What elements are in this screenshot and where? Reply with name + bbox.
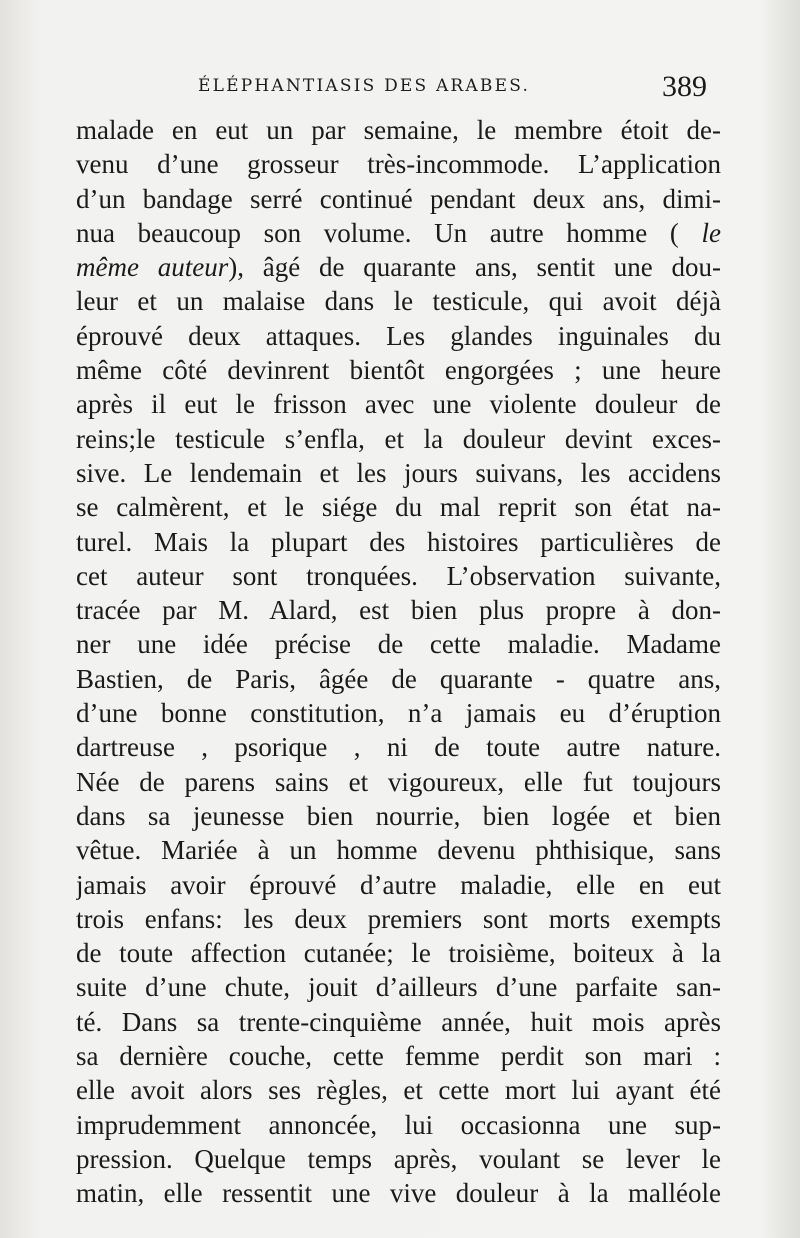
text-line: Bastien, de Paris, âgée de quarante - quatre ans, (76, 663, 721, 694)
text-line: té. Dans sa trente-cinquième année, huit mois après (76, 1006, 721, 1037)
page-header (0, 70, 800, 104)
text-line: dans sa jeunesse bien nourrie, bien logée et bien (76, 800, 721, 831)
text-line: vêtue. Mariée à un homme devenu phthisique, sans (76, 835, 721, 866)
running-title: ÉLÉPHANTIASIS DES ARABES. (198, 76, 531, 96)
text-line: Née de parens sains et vigoureux, elle fut toujours (76, 766, 721, 797)
text-line: sive. Le lendemain et les jours suivans, les accidens (76, 457, 721, 488)
body-text (76, 113, 721, 1211)
text-line: ner une idée précise de cette maladie. Madame (76, 629, 721, 660)
text-line: après il eut le frisson avec une violente douleur de (76, 389, 721, 420)
text-line: d’un bandage serré continué pendant deux ans, dimi- (76, 183, 721, 214)
italic-segment: le (701, 217, 721, 248)
text-line: dartreuse , psorique , ni de toute autre nature. (76, 732, 721, 763)
text-line: éprouvé deux attaques. Les glandes inguinales du (76, 320, 721, 351)
text-line: matin, elle ressentit une vive douleur à la malléole (76, 1178, 721, 1209)
text-line: même côté devinrent bientôt engorgées ; une heure (76, 355, 721, 386)
text-line: nua beaucoup son volume. Un autre homme ( le (76, 217, 721, 248)
text-line: cet auteur sont tronquées. L’observation suivante, (76, 560, 721, 591)
text-line: reins;le testicule s’enfla, et la douleur devint exces- (76, 423, 721, 454)
text-line: venu d’une grosseur très-incommode. L’application (76, 149, 721, 180)
text-line: se calmèrent, et le siége du mal reprit son état na- (76, 492, 721, 523)
text-line: leur et un malaise dans le testicule, qui avoit déjà (76, 286, 721, 317)
text-line: tracée par M. Alard, est bien plus propre à don- (76, 595, 721, 626)
text-line: elle avoit alors ses règles, et cette mort lui ayant été (76, 1075, 721, 1106)
text-line: turel. Mais la plupart des histoires particulières de (76, 526, 721, 557)
italic-segment: même auteur (76, 252, 229, 283)
text-line: de toute affection cutanée; le troisième, boiteux à la (76, 938, 721, 969)
page-number: 389 (662, 70, 707, 103)
text-line: sa dernière couche, cette femme perdit son mari : (76, 1041, 721, 1072)
text-line: pression. Quelque temps après, voulant se lever le (76, 1143, 721, 1174)
text-line: trois enfans: les deux premiers sont morts exempts (76, 903, 721, 934)
text-line: d’une bonne constitution, n’a jamais eu d’éruption (76, 698, 721, 729)
text-line: même auteur), âgé de quarante ans, sentit une dou- (76, 252, 721, 283)
text-line: jamais avoir éprouvé d’autre maladie, elle en eut (76, 869, 721, 900)
text-line: suite d’une chute, jouit d’ailleurs d’une parfaite san- (76, 972, 721, 1003)
text-line: malade en eut un par semaine, le membre étoit de- (76, 115, 721, 145)
text-line: imprudemment annoncée, lui occasionna une sup- (76, 1109, 721, 1140)
